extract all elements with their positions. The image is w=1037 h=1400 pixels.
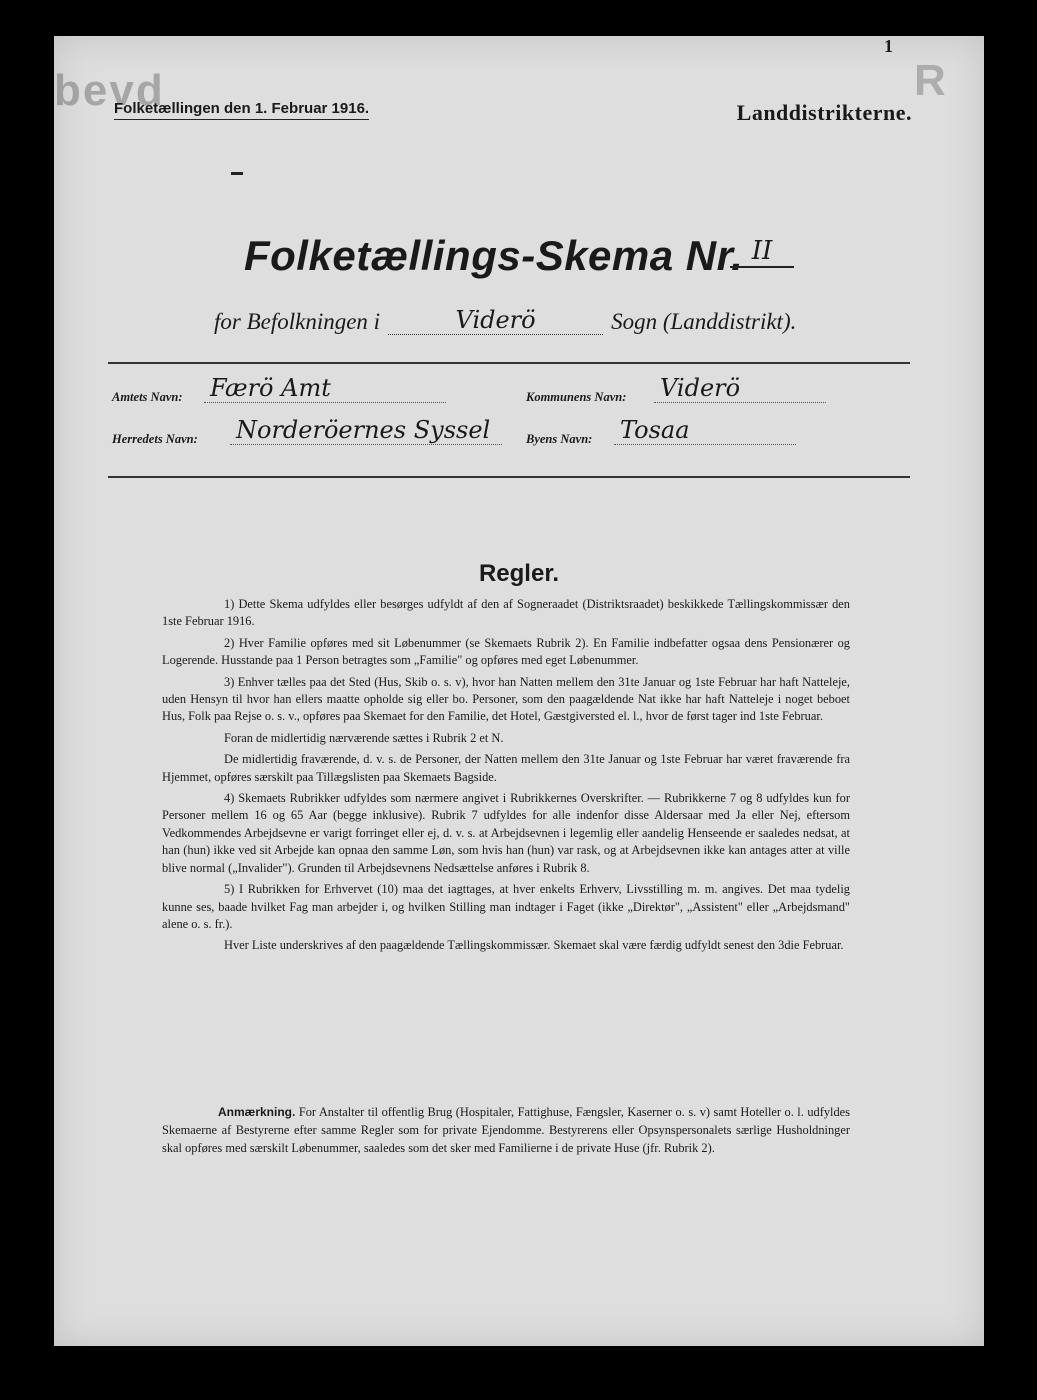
amt-label: Amtets Navn:	[112, 390, 183, 404]
census-date-header: Folketællingen den 1. Februar 1916.	[114, 100, 369, 120]
parish-name: Viderö	[388, 306, 603, 335]
rule-paragraph: De midlertidig fraværende, d. v. s. de Personer, der Natten mellem den 31te Januar og 1ste Februar har været fraværende fra Hjemmet, opføres særskilt paa Tillægslisten paa Skemaets Bagside.	[162, 752, 850, 784]
rule-paragraph: 1) Dette Skema udfyldes eller besørges udfyldt af den af Sogneraadet (Distriktsraadet) beskikkede Tællingskommissær den 1ste Februar 1916.	[162, 597, 850, 629]
rules-body	[162, 596, 850, 959]
by-value: Tosaa	[614, 416, 796, 445]
divider-top	[108, 362, 910, 364]
form-number: II	[730, 236, 794, 268]
remark-note	[162, 1104, 850, 1157]
faint-stamp-right: R	[914, 56, 946, 105]
subtitle-suffix: Sogn (Landdistrikt).	[611, 309, 797, 334]
rule-paragraph: Hver Liste underskrives af den paagældende Tællingskommissær. Skemaet skal være færdig udfyldt senest den 3die Februar.	[224, 938, 844, 953]
remark-lead: Anmærkning.	[218, 1105, 296, 1119]
ink-mark	[231, 172, 243, 175]
herred-value: Norderöernes Syssel	[230, 416, 502, 445]
amt-value: Færö Amt	[204, 374, 446, 403]
kommune-label: Kommunens Navn:	[526, 390, 627, 404]
rule-paragraph: 5) I Rubrikken for Erhvervet (10) maa det iagttages, at hver enkelts Erhverv, Livsstilling m. m. angives. Det maa tydelig kunne ses, baade hvilket Fag man arbejder i, og hvilken Stilling man indtager i Faget (ikke „Direktør", „Assistent" eller „Arbejdsmand" alene o. s. fr.).	[162, 882, 850, 931]
divider-bottom	[108, 476, 910, 478]
rule-paragraph: Foran de midlertidig nærværende sættes i Rubrik 2 et N.	[224, 730, 504, 745]
census-form-page	[54, 36, 984, 1346]
kommune-value: Viderö	[654, 374, 826, 403]
rule-paragraph: 4) Skemaets Rubrikker udfyldes som nærmere angivet i Rubrikkernes Overskrifter. — Rubrikkerne 7 og 8 udfyldes kun for Personer mellem 16 og 65 Aar (begge inklusive). Rubrik 7 udfyldes for alle indenfor disse Aldersaar med Ja eller Nej, eftersom Vedkommendes Arbejdsevne er varigt forringet eller ej, d. v. s. at Arbejdsevnen i legemlig eller aandelig Henseende er saaledes nedsat, at han (hun) ikke ved sit Arbejde kan opnaa den samme Løn, som hvis han (hun) var rask, og at Arbejdsevnen ikke kan antages atter at ville blive normal („Invalider"). Grunden til Arbejdsevnens Nedsættelse anføres i Rubrik 8.	[162, 791, 850, 875]
subtitle-prefix: for Befolkningen i	[214, 309, 381, 334]
faint-stamp-left: bevd	[54, 66, 165, 115]
rule-paragraph: 3) Enhver tælles paa det Sted (Hus, Skib o. s. v), hvor han Natten mellem den 31te Januar og 1ste Februar har haft Natteleje, uden Hensyn til hvor han ellers maatte opholde sig eller bo. Personer, som den paagældende Nat ikke har haft Natteleje i noget beboet Hus, Folk paa Rejse o. s. v., opføres paa Skemaet for den Familie, det Hotel, Gæstgiversted el. l., hvor de først tager ind 1ste Februar.	[162, 674, 850, 724]
district-type-header: Landdistrikterne.	[736, 100, 912, 125]
corner-mark: 1	[884, 36, 893, 56]
remark-text: For Anstalter til offentlig Brug (Hospitaler, Fattighuse, Fængsler, Kaserner o. s. v) samt Hoteller o. l. udfyldes Skemaerne af Bestyrerne efter samme Regler som for private Ejendomme. Bestyrerens eller Opsynspersonalets særlige Husholdninger skal opføres med særskilt Løbenummer, saaledes som det sker med Familierne i de private Huse (jfr. Rubrik 2).	[162, 1105, 850, 1155]
by-label: Byens Navn:	[526, 432, 593, 446]
form-subtitle	[214, 306, 796, 335]
herred-label: Herredets Navn:	[112, 432, 198, 446]
rule-paragraph: 2) Hver Familie opføres med sit Løbenummer (se Skemaets Rubrik 2). En Familie indbefatter ogsaa dens Pensionærer og Logerende. Husstande paa 1 Person betragtes som „Familie" og opføres med eget Løbenummer.	[162, 635, 850, 668]
rules-heading: Regler.	[478, 560, 560, 587]
form-title: Folketællings-Skema Nr.	[244, 232, 744, 279]
